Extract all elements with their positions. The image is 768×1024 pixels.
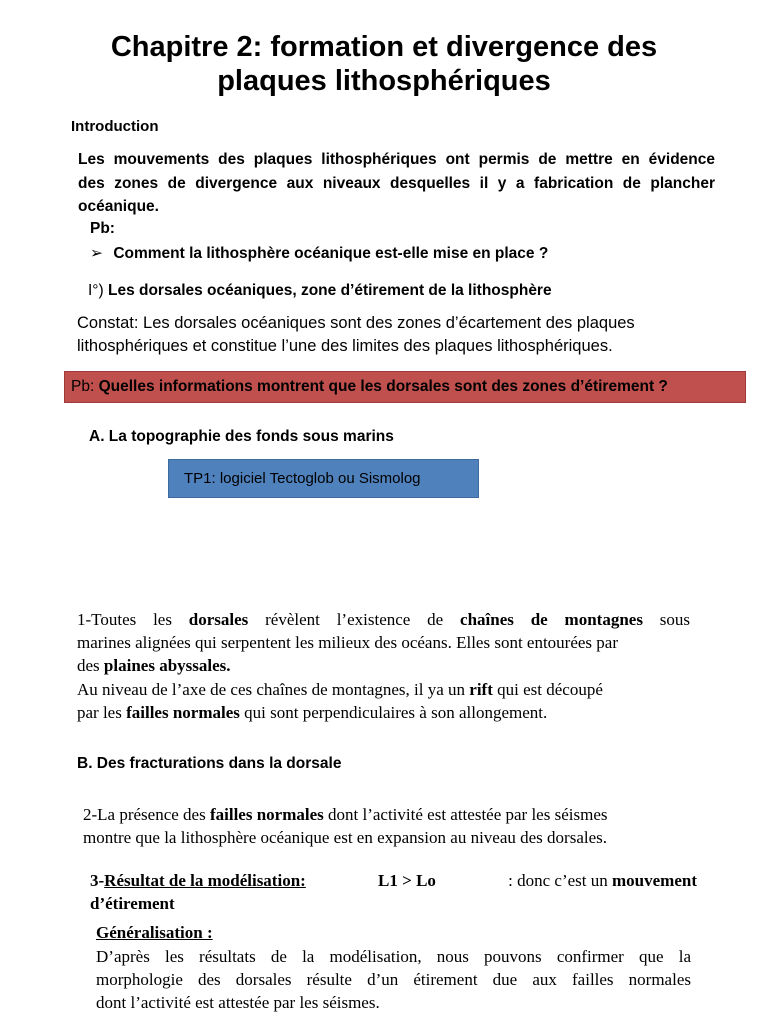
page-title-line-2: plaques lithosphériques (217, 65, 551, 97)
generalisation-line-2: morphologie des dorsales résulte d’un étirement due aux failles normales (96, 970, 691, 990)
generalisation-line-3: dont l’activité est attestée par les séismes. (96, 993, 380, 1013)
result-3-label: Résultat de la modélisation: (104, 871, 306, 890)
result-1-bold-chaines: chaînes de montagnes (460, 610, 643, 629)
pb-question-text: Comment la lithosphère océanique est-elle mise en place ? (113, 245, 549, 262)
constat-line-1: Constat: Les dorsales océaniques sont des zones d’écartement des plaques (77, 314, 635, 332)
result-1-paragraph (77, 608, 690, 724)
introduction-line-1: Les mouvements des plaques lithosphériques ont permis de mettre en évidence (78, 151, 715, 168)
result-3-conclusion (508, 869, 697, 892)
result-3-line-1 (90, 869, 697, 892)
result-1-text-8: qui sont perpendiculaires à son allongement. (239, 702, 548, 722)
result-3-text-1: : donc c’est un (508, 871, 613, 890)
result-1-line-3 (77, 654, 690, 677)
introduction-line-3: océanique. (78, 198, 159, 215)
result-1-text-1: 1-Toutes les (77, 610, 189, 629)
result-1-line-1 (77, 608, 690, 631)
part-b-heading: B. Des fracturations dans la dorsale (77, 755, 342, 772)
introduction-paragraph (78, 148, 715, 219)
result-1-line-5 (77, 701, 690, 724)
problem-box (64, 371, 746, 403)
generalisation-heading: Généralisation : (96, 923, 213, 942)
generalisation-line-1: D’après les résultats de la modélisation, nous pouvons confirmer que la (96, 947, 691, 966)
result-3-number: 3- (90, 871, 105, 890)
section-1-prefix: I°) (88, 282, 104, 299)
result-2-text-2: dont l’activité est attestée par les séismes (323, 805, 608, 824)
section-1-heading (88, 282, 552, 300)
arrow-bullet-icon: ➢ (90, 245, 103, 262)
result-1-text-5: Au niveau de l’axe de ces chaînes de montagnes, il ya un (77, 679, 470, 699)
result-2-line-2: montre que la lithosphère océanique est en expansion au niveau des dorsales. (83, 828, 607, 848)
introduction-heading: Introduction (71, 118, 159, 135)
result-2-line-1 (83, 803, 607, 826)
result-1-bold-failles: failles normales (126, 702, 240, 722)
part-a-heading: A. La topographie des fonds sous marins (89, 428, 394, 445)
page-title (20, 30, 748, 98)
result-1-bold-dorsales: dorsales (188, 610, 249, 629)
problem-box-question: Quelles informations montrent que les dorsales sont des zones d’étirement ? (98, 378, 668, 395)
result-1-line-4 (77, 678, 690, 701)
result-1-line-2: marines alignées qui serpentent les milieux des océans. Elles sont entourées par (77, 633, 619, 653)
result-2-paragraph (83, 803, 607, 849)
result-3-line-2: d’étirement (90, 894, 175, 914)
constat-line-2: lithosphériques et constitue l’une des limites des plaques lithosphériques. (77, 337, 613, 355)
result-1-text-7: par les (77, 702, 127, 722)
generalisation-paragraph (96, 945, 691, 1015)
result-1-text-2: révèlent l’existence de (248, 610, 461, 629)
result-3-paragraph (90, 869, 697, 915)
tp-box-label: TP1: logiciel Tectoglob ou Sismolog (184, 470, 421, 487)
result-2-text-1: 2-La présence des (83, 805, 210, 824)
page-title-line-1: Chapitre 2: formation et divergence des (110, 31, 658, 63)
tp-box (168, 459, 479, 498)
constat-paragraph (77, 312, 635, 358)
result-2-bold-failles: failles normales (209, 805, 324, 824)
result-3-bold-mouvement: mouvement (612, 871, 697, 890)
introduction-line-2: des zones de divergence aux niveaux desquelles il y a fabrication de plancher (78, 174, 715, 192)
pb-label: Pb: (90, 220, 115, 237)
problem-box-label: Pb: (71, 378, 95, 395)
result-1-text-3: sous (642, 610, 691, 629)
result-1-text-6: qui est découpé (492, 679, 603, 699)
result-3-label-group (90, 869, 306, 892)
pb-question (90, 244, 548, 263)
result-1-text-4: des (77, 656, 104, 676)
result-1-bold-rift: rift (469, 679, 493, 699)
section-1-title: Les dorsales océaniques, zone d’étirement de la lithosphère (107, 282, 552, 299)
result-3-formula: L1 > Lo (378, 871, 436, 890)
result-1-bold-plaines: plaines abyssales. (103, 656, 231, 676)
